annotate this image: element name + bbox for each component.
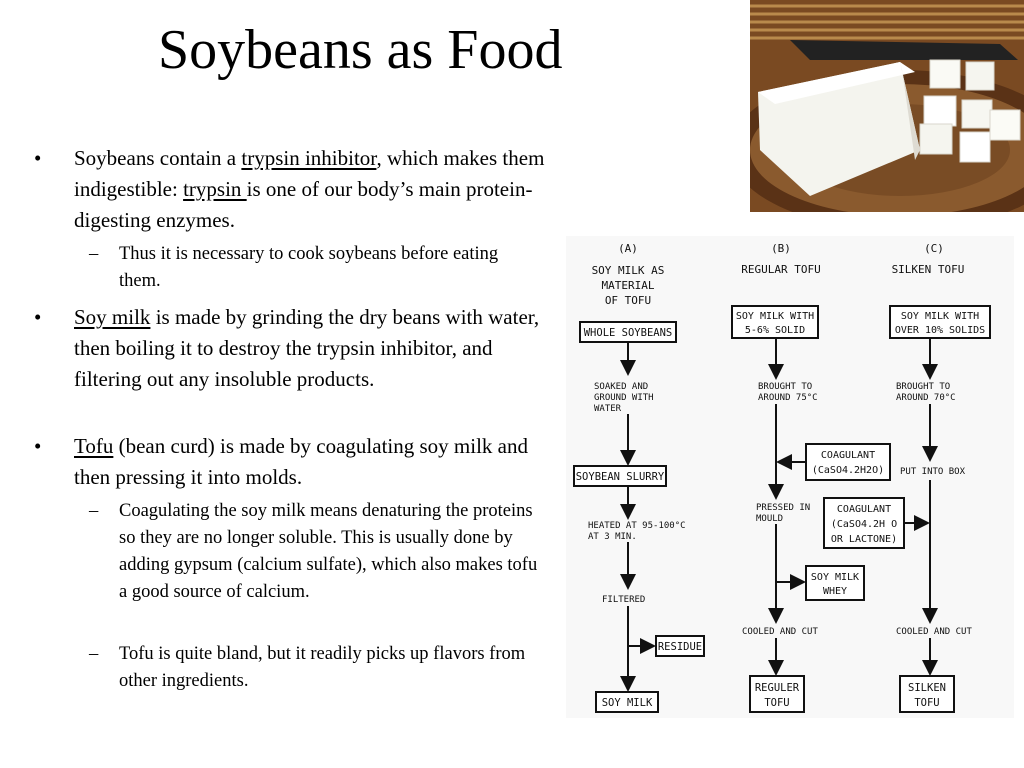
c-step1-text: BROUGHT TO [896,382,951,392]
whey-label: SOY MILK [810,572,860,583]
residue-label: RESIDUE [657,641,703,653]
whole-soybeans-label: WHOLE SOYBEANS [583,327,673,339]
trypsin-link[interactable]: trypsin [183,177,247,201]
a-step1-text: GROUND WITH [594,393,654,403]
c-step3-text: COOLED AND CUT [896,627,972,637]
bullet-text: (bean curd) is made by coagulating soy milk and then pressing it into molds. [74,434,528,489]
soy-milk-label: SOY MILK [601,697,653,709]
sub-bullet-text: Tofu is quite bland, but it readily picks up flavors from other ingredients. [119,644,526,691]
col-b-heading: REGULAR TOFU [741,263,821,276]
regular-tofu-label: REGULER [754,682,800,694]
silken-tofu-label: SILKEN [908,682,946,694]
a-step3-text: FILTERED [602,595,646,605]
bullet-item [34,302,554,395]
sub-bullet-item [89,241,539,295]
sub-bullet-item [89,498,539,606]
bullet-item [34,431,554,493]
silken-tofu-label: TOFU [914,697,940,709]
c-step2-text: PUT INTO BOX [900,467,966,477]
a-step1-text: SOAKED AND [594,382,649,392]
c-step1-text: AROUND 70°C [896,393,956,403]
whey-label: WHEY [822,586,848,597]
bullet-dot: • [34,434,42,458]
a-step2-text: HEATED AT 95-100°C [588,521,686,531]
tofu-photo [750,0,1024,212]
b-coagulant-label: (CaSO4.2H2O) [811,465,885,476]
b-step3-text: COOLED AND CUT [742,627,818,637]
b-coagulant-label: COAGULANT [820,450,876,461]
c-start-label: SOY MILK WITH [900,311,980,322]
b-step2-text: MOULD [756,514,784,524]
col-a-heading: MATERIAL [601,279,655,292]
soy-milk-link[interactable]: Soy milk [74,305,151,329]
c-coagulant-label: COAGULANT [836,504,892,515]
bullet-dot: • [34,305,42,329]
bullet-text: is one of our body’s main protein-digesting enzymes. [74,177,533,232]
c-coagulant-label: OR LACTONE) [830,534,898,545]
col-a-heading: OF TOFU [604,294,652,307]
sub-bullet-item [89,641,539,695]
sub-bullet-text: Thus it is necessary to cook soybeans before eating them. [119,244,499,291]
col-a-letter: (A) [618,242,638,255]
regular-tofu-label: TOFU [764,697,790,709]
bullet-dot: • [34,146,42,170]
tofu-link[interactable]: Tofu [74,434,114,458]
bullet-text: Soybeans contain a [74,146,242,170]
sub-bullet-dash: – [89,244,99,264]
bullet-text: , which makes them indigestible: [74,146,545,201]
trypsin-inhibitor-link[interactable]: trypsin inhibitor [241,146,377,170]
tofu-flowchart [566,236,1014,718]
col-a-heading: SOY MILK AS [591,264,665,277]
soybean-slurry-label: SOYBEAN SLURRY [575,471,665,483]
slide-title: Soybeans as Food [158,19,563,81]
sub-bullet-dash: – [89,644,99,664]
c-start-label: OVER 10% SOLIDS [894,325,986,336]
c-coagulant-label: (CaSO4.2H O [830,519,898,530]
b-step1-text: BROUGHT TO [758,382,813,392]
sub-bullet-dash: – [89,501,99,521]
col-c-heading: SILKEN TOFU [891,263,965,276]
col-b-letter: (B) [771,242,791,255]
sub-bullet-text: Coagulating the soy milk means denaturing the proteins so they are no longer soluble. This is usually done by adding gypsum (calcium sulfate), which also makes tofu a good source of calcium. [119,501,538,602]
b-step2-text: PRESSED IN [756,503,811,513]
b-start-label: 5-6% SOLID [744,325,806,336]
b-start-label: SOY MILK WITH [735,311,815,322]
bullet-text: is made by grinding the dry beans with water, then boiling it to destroy the trypsin inhibitor, and filtering out any insoluble products. [74,305,540,391]
col-c-letter: (C) [924,242,944,255]
b-step1-text: AROUND 75°C [758,393,818,403]
a-step2-text: AT 3 MIN. [588,532,637,542]
bullet-item [34,143,554,236]
a-step1-text: WATER [594,404,622,414]
